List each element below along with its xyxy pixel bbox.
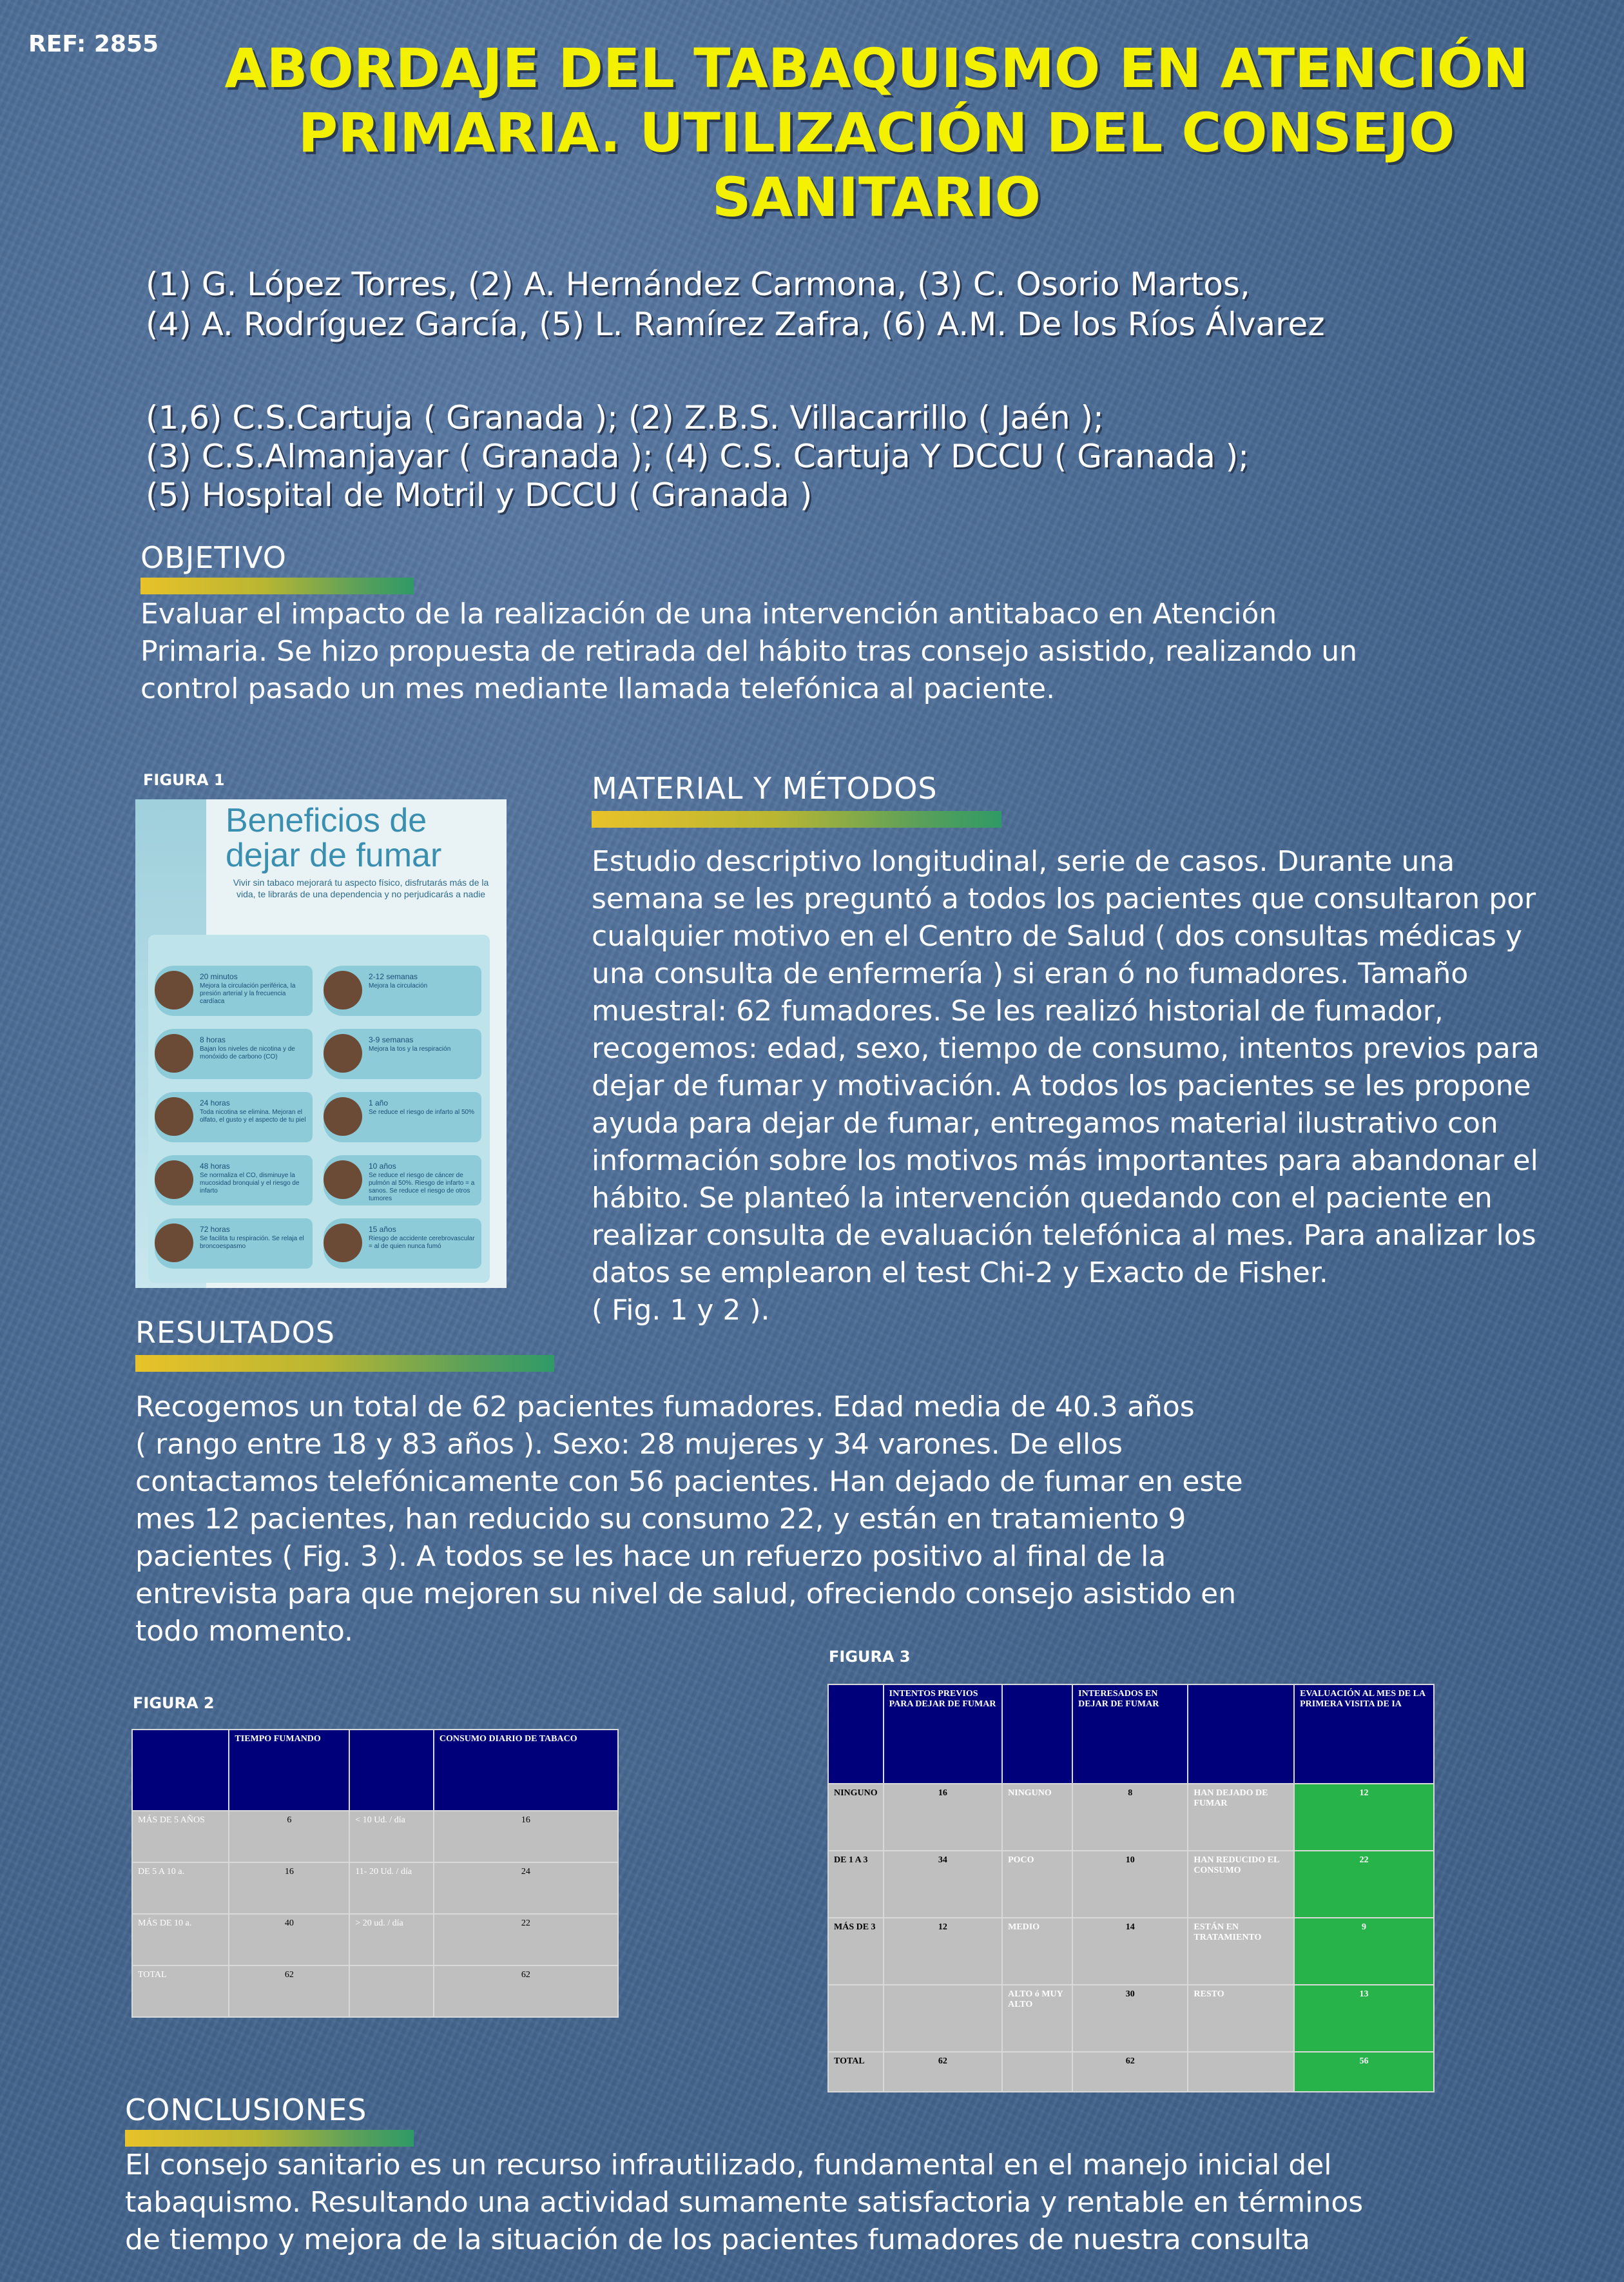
resultados-line: contactamos telefónicamente con 56 pacientes. Han dejado de fumar en este xyxy=(135,1465,1243,1498)
table-header-cell xyxy=(1188,1684,1294,1784)
benefit-description: Se normaliza el CO, disminuye la mucosidad bronquial y el riesgo de infarto xyxy=(200,1172,300,1195)
figura3-caption: FIGURA 3 xyxy=(829,1648,911,1666)
resultados-text xyxy=(135,1389,1295,1650)
material-line: hábito. Se planteó la intervención quedando con el paciente en xyxy=(592,1182,1493,1214)
conclusiones-line-2: tabaquismo. Resultando una actividad sumamente satisfactoria y rentable en términos xyxy=(125,2186,1364,2219)
resultados-line: todo momento. xyxy=(135,1615,353,1648)
benefit-tile xyxy=(324,1218,481,1269)
material-line: dejar de fumar y motivación. A todos los pacientes se les propone xyxy=(592,1069,1531,1102)
benefit-photo xyxy=(324,1097,362,1136)
authors-line-1: (1) G. López Torres, (2) A. Hernández Carmona, (3) C. Osorio Martos, xyxy=(146,266,1250,303)
table-row xyxy=(828,1918,1434,1985)
material-line: semana se les preguntó a todos los pacientes que consultaron por xyxy=(592,883,1536,915)
title-line-3: SANITARIO xyxy=(711,166,1041,229)
table-cell: 16 xyxy=(434,1811,618,1862)
resultados-line: ( rango entre 18 y 83 años ). Sexo: 28 mujeres y 34 varones. De ellos xyxy=(135,1428,1123,1461)
poster-subtitle: Vivir sin tabaco mejorará tu aspecto físico, disfrutarás más de la vida, te librarás de una dependencia y no perjudicarás a nadie xyxy=(233,877,489,899)
benefit-time: 10 años xyxy=(369,1162,396,1171)
conclusiones-heading: CONCLUSIONES xyxy=(125,2092,367,2127)
benefit-photo xyxy=(155,1034,193,1073)
benefit-tile xyxy=(155,1218,313,1269)
resultados-heading: RESULTADOS xyxy=(135,1315,336,1350)
benefit-photo xyxy=(155,1160,193,1199)
figura1-image xyxy=(135,799,507,1288)
table-cell xyxy=(349,1965,434,2017)
benefit-time: 2-12 semanas xyxy=(369,972,418,981)
table-cell: MÁS DE 10 a. xyxy=(132,1914,229,1965)
table-row xyxy=(828,1985,1434,2052)
resultados-divider xyxy=(135,1355,554,1372)
table-cell: 34 xyxy=(884,1851,1002,1918)
benefit-photo xyxy=(155,1224,193,1262)
table-cell: 62 xyxy=(229,1965,349,2017)
table-cell: > 20 ud. / día xyxy=(349,1914,434,1965)
benefit-time: 3-9 semanas xyxy=(369,1035,414,1044)
benefit-tile xyxy=(324,1155,481,1205)
benefit-time: 1 año xyxy=(369,1098,389,1107)
benefit-description: Bajan los niveles de nicotina y de monóxido de carbono (CO) xyxy=(200,1046,295,1060)
table-cell: 16 xyxy=(229,1862,349,1914)
resultados-line: entrevista para que mejoren su nivel de salud, ofreciendo consejo asistido en xyxy=(135,1577,1237,1610)
table-cell: 24 xyxy=(434,1862,618,1914)
poster-title-1: Beneficios de xyxy=(226,802,427,839)
conclusiones-line-3: de tiempo y mejora de la situación de los pacientes fumadores de nuestra consulta xyxy=(125,2223,1310,2256)
table-cell: RESTO xyxy=(1188,1985,1294,2052)
table-header-cell xyxy=(349,1730,434,1811)
table-cell: TOTAL xyxy=(828,2052,884,2092)
material-line: realizar consulta de evaluación telefónica al mes. Para analizar los xyxy=(592,1219,1536,1252)
benefit-time: 15 años xyxy=(369,1225,396,1234)
table-header-cell xyxy=(132,1730,229,1811)
figura1-caption: FIGURA 1 xyxy=(143,771,225,789)
table-cell: 9 xyxy=(1294,1918,1434,1985)
table-cell xyxy=(1188,2052,1294,2092)
benefit-tile xyxy=(324,1029,481,1079)
table-row xyxy=(132,1914,618,1965)
objetivo-line-2: Primaria. Se hizo propuesta de retirada del hábito tras consejo asistido, realizando un xyxy=(140,635,1358,668)
benefit-description: Mejora la circulación periférica, la presión arterial y la frecuencia cardíaca xyxy=(200,982,296,1005)
table-cell: MEDIO xyxy=(1002,1918,1072,1985)
table-cell: 62 xyxy=(1072,2052,1188,2092)
table-cell: 12 xyxy=(884,1918,1002,1985)
table-cell: HAN DEJADO DE FUMAR xyxy=(1188,1784,1294,1851)
table-header-cell xyxy=(828,1684,884,1784)
table-cell: NINGUNO xyxy=(828,1784,884,1851)
table-header-cell: CONSUMO DIARIO DE TABACO xyxy=(434,1730,618,1811)
table-cell: ESTÁN EN TRATAMIENTO xyxy=(1188,1918,1294,1985)
material-line: Estudio descriptivo longitudinal, serie de casos. Durante una xyxy=(592,845,1455,878)
affiliations-line-1: (1,6) C.S.Cartuja ( Granada ); (2) Z.B.S. Villacarrillo ( Jaén ); xyxy=(146,399,1104,436)
poster-title xyxy=(180,36,1572,229)
title-line-2: PRIMARIA. UTILIZACIÓN DEL CONSEJO xyxy=(298,101,1455,164)
objetivo-heading: OBJETIVO xyxy=(140,540,287,575)
material-heading: MATERIAL Y MÉTODOS xyxy=(592,771,938,806)
benefit-photo xyxy=(155,1097,193,1136)
table-header-cell: EVALUACIÓN AL MES DE LA PRIMERA VISITA DE IA xyxy=(1294,1684,1434,1784)
table-cell: 13 xyxy=(1294,1985,1434,2052)
objetivo-line-3: control pasado un mes mediante llamada telefónica al paciente. xyxy=(140,672,1056,705)
table-row xyxy=(132,1965,618,2017)
table-cell: 6 xyxy=(229,1811,349,1862)
material-line: recogemos: edad, sexo, tiempo de consumo, intentos previos para xyxy=(592,1032,1540,1065)
material-line: una consulta de enfermería ) si eran ó no fumadores. Tamaño xyxy=(592,957,1469,990)
benefit-photo xyxy=(324,1224,362,1262)
table-cell: 22 xyxy=(1294,1851,1434,1918)
benefit-time: 20 minutos xyxy=(200,972,238,981)
conclusiones-line-1: El consejo sanitario es un recurso infrautilizado, fundamental en el manejo inicial del xyxy=(125,2149,1332,2181)
table-header-cell: INTENTOS PREVIOS PARA DEJAR DE FUMAR xyxy=(884,1684,1002,1784)
table-header-cell: TIEMPO FUMANDO xyxy=(229,1730,349,1811)
table-cell: 30 xyxy=(1072,1985,1188,2052)
benefit-description: Riesgo de accidente cerebrovascular = al de quien nunca fumó xyxy=(369,1235,475,1250)
affiliations-line-2: (3) C.S.Almanjayar ( Granada ); (4) C.S. Cartuja Y DCCU ( Granada ); xyxy=(146,438,1250,475)
objetivo-divider xyxy=(140,578,414,594)
table-cell: ALTO ó MUY ALTO xyxy=(1002,1985,1072,2052)
affiliations xyxy=(146,398,1249,514)
objetivo-line-1: Evaluar el impacto de la realización de una intervención antitabaco en Atención xyxy=(140,598,1277,630)
table-row xyxy=(828,1784,1434,1851)
table-cell: 40 xyxy=(229,1914,349,1965)
material-text xyxy=(592,843,1571,1329)
benefit-description: Mejora la circulación xyxy=(369,982,428,990)
table-cell: 14 xyxy=(1072,1918,1188,1985)
figura2-caption: FIGURA 2 xyxy=(133,1694,215,1712)
table-cell: HAN REDUCIDO EL CONSUMO xyxy=(1188,1851,1294,1918)
table-cell: 8 xyxy=(1072,1784,1188,1851)
material-line: muestral: 62 fumadores. Se les realizó historial de fumador, xyxy=(592,995,1444,1028)
resultados-line: mes 12 pacientes, han reducido su consumo 22, y están en tratamiento 9 xyxy=(135,1503,1186,1536)
affiliations-line-3: (5) Hospital de Motril y DCCU ( Granada ) xyxy=(146,476,813,514)
material-line: datos se emplearon el test Chi-2 y Exacto de Fisher. xyxy=(592,1256,1328,1289)
material-line: ( Fig. 1 y 2 ). xyxy=(592,1294,770,1327)
figura3-table xyxy=(827,1684,1435,2092)
table-header-row xyxy=(132,1730,618,1811)
table-cell xyxy=(884,1985,1002,2052)
benefit-time: 48 horas xyxy=(200,1162,230,1171)
conclusiones-divider xyxy=(125,2130,414,2147)
benefit-description: Mejora la tos y la respiración xyxy=(369,1046,451,1053)
conclusiones-text xyxy=(125,2147,1575,2259)
ref-code: REF: 2855 xyxy=(28,31,159,57)
benefit-photo xyxy=(155,971,193,1009)
authors-line-2: (4) A. Rodríguez García, (5) L. Ramírez Zafra, (6) A.M. De los Ríos Álvarez xyxy=(146,306,1325,343)
benefit-tile xyxy=(324,966,481,1016)
benefit-tile xyxy=(324,1092,481,1142)
table-row xyxy=(132,1811,618,1862)
figura2-table xyxy=(131,1729,619,2018)
table-row xyxy=(828,1851,1434,1918)
table-cell xyxy=(828,1985,884,2052)
table-cell xyxy=(1002,2052,1072,2092)
table-cell: NINGUNO xyxy=(1002,1784,1072,1851)
table-cell: DE 5 A 10 a. xyxy=(132,1862,229,1914)
table-cell: < 10 Ud. / día xyxy=(349,1811,434,1862)
material-divider xyxy=(592,811,1001,828)
benefit-description: Toda nicotina se elimina. Mejoran el olfato, el gusto y el aspecto de tu piel xyxy=(200,1109,306,1124)
material-line: información sobre los motivos más importantes para abandonar el xyxy=(592,1144,1538,1177)
table-cell: POCO xyxy=(1002,1851,1072,1918)
table-cell: MÁS DE 3 xyxy=(828,1918,884,1985)
table-row xyxy=(132,1862,618,1914)
table-cell: 16 xyxy=(884,1784,1002,1851)
title-line-1: ABORDAJE DEL TABAQUISMO EN ATENCIÓN xyxy=(224,37,1529,100)
benefit-time: 8 horas xyxy=(200,1035,226,1044)
table-cell: DE 1 A 3 xyxy=(828,1851,884,1918)
benefit-tile xyxy=(155,1155,313,1205)
resultados-line: pacientes ( Fig. 3 ). A todos se les hace un refuerzo positivo al final de la xyxy=(135,1540,1166,1573)
poster-title-text xyxy=(226,803,441,873)
table-cell: 62 xyxy=(884,2052,1002,2092)
table-cell: 62 xyxy=(434,1965,618,2017)
benefit-description: Se facilita tu respiración. Se relaja el broncoespasmo xyxy=(200,1235,304,1250)
table-cell: 10 xyxy=(1072,1851,1188,1918)
objetivo-text xyxy=(140,596,1558,708)
table-header-cell: INTERESADOS EN DEJAR DE FUMAR xyxy=(1072,1684,1188,1784)
table-cell: MÁS DE 5 AÑOS xyxy=(132,1811,229,1862)
table-cell: 22 xyxy=(434,1914,618,1965)
benefit-description: Se reduce el riesgo de infarto al 50% xyxy=(369,1109,474,1116)
material-line: cualquier motivo en el Centro de Salud ( dos consultas médicas y xyxy=(592,920,1523,953)
table-header-cell xyxy=(1002,1684,1072,1784)
authors xyxy=(146,264,1325,344)
benefit-tile xyxy=(155,1029,313,1079)
table-row xyxy=(828,2052,1434,2092)
table-header-row xyxy=(828,1684,1434,1784)
benefit-description: Se reduce el riesgo de cáncer de pulmón al 50%. Riesgo de infarto = a sanos. Se reduce el riesgo de otros tumores xyxy=(369,1172,475,1202)
table-cell: 56 xyxy=(1294,2052,1434,2092)
table-cell: 11- 20 Ud. / día xyxy=(349,1862,434,1914)
benefit-time: 24 horas xyxy=(200,1098,230,1107)
poster-title-2: dejar de fumar xyxy=(226,837,442,874)
benefit-time: 72 horas xyxy=(200,1225,230,1234)
material-line: ayuda para dejar de fumar, entregamos material ilustrativo con xyxy=(592,1107,1498,1140)
resultados-line: Recogemos un total de 62 pacientes fumadores. Edad media de 40.3 años xyxy=(135,1390,1195,1423)
table-cell: 12 xyxy=(1294,1784,1434,1851)
benefit-photo xyxy=(324,1160,362,1199)
benefit-photo xyxy=(324,971,362,1009)
table-cell: TOTAL xyxy=(132,1965,229,2017)
benefit-photo xyxy=(324,1034,362,1073)
benefit-tile xyxy=(155,966,313,1016)
benefit-tile xyxy=(155,1092,313,1142)
